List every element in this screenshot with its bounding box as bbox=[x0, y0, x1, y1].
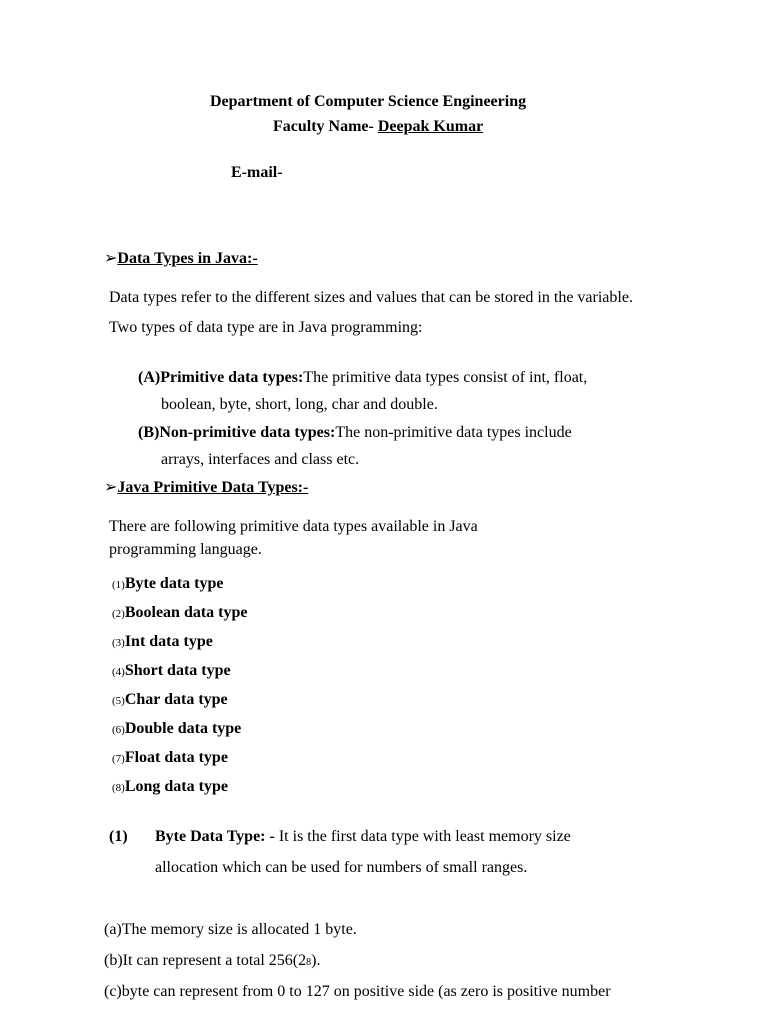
primitive-definition bbox=[138, 369, 587, 387]
arrow-bullet-icon: ➢ bbox=[104, 479, 118, 496]
primitive-text: The primitive data types consist of int, float, bbox=[303, 369, 588, 386]
list-number: (5) bbox=[112, 695, 125, 707]
list-number: (2) bbox=[112, 608, 125, 620]
list-number: (8) bbox=[112, 782, 125, 794]
list-label: Float data type bbox=[124, 749, 228, 766]
byte-section-number: (1) bbox=[109, 828, 128, 845]
heading-text: Java Primitive Data Types:- bbox=[117, 479, 309, 496]
byte-point-b bbox=[104, 952, 320, 970]
heading-text: Data Types in Java:- bbox=[117, 250, 258, 267]
point-b-exponent: 8 bbox=[306, 957, 312, 968]
byte-section-title: Byte Data Type: - bbox=[155, 828, 275, 845]
point-b-close: ). bbox=[311, 952, 321, 969]
paragraph-line: Data types refer to the different sizes and values that can be stored in the variable. bbox=[109, 289, 633, 306]
list-item bbox=[112, 691, 228, 709]
email-label: E-mail- bbox=[231, 164, 283, 181]
list-label: Char data type bbox=[124, 691, 228, 708]
list-number: (7) bbox=[112, 753, 125, 765]
byte-point-c: (c)byte can represent from 0 to 127 on positive side (as zero is positive number bbox=[104, 983, 611, 1000]
faculty-label: Faculty Name- bbox=[273, 118, 378, 135]
paragraph-line: programming language. bbox=[109, 541, 262, 558]
byte-section-line bbox=[155, 828, 571, 846]
list-label: Double data type bbox=[124, 720, 242, 737]
list-label: Long data type bbox=[124, 778, 228, 795]
list-label: Boolean data type bbox=[124, 604, 248, 621]
byte-section-text-cont: allocation which can be used for numbers of small ranges. bbox=[155, 859, 528, 876]
list-number: (6) bbox=[112, 724, 125, 736]
non-primitive-text: The non-primitive data types include bbox=[335, 424, 572, 441]
list-item bbox=[112, 720, 241, 738]
list-label: Int data type bbox=[124, 633, 213, 650]
list-item bbox=[112, 633, 213, 651]
list-number: (3) bbox=[112, 637, 125, 649]
list-label: Byte data type bbox=[124, 575, 224, 592]
byte-point-a: (a)The memory size is allocated 1 byte. bbox=[104, 921, 357, 938]
faculty-line bbox=[273, 118, 483, 136]
primitive-text-cont: boolean, byte, short, long, char and double. bbox=[161, 396, 438, 413]
non-primitive-definition bbox=[138, 424, 572, 442]
primitive-label: (A)Primitive data types: bbox=[138, 369, 304, 386]
arrow-bullet-icon: ➢ bbox=[104, 250, 118, 267]
list-label: Short data type bbox=[124, 662, 231, 679]
point-b-text: (b)It can represent a total 256(2 bbox=[104, 952, 307, 969]
paragraph-line: There are following primitive data types available in Java bbox=[109, 518, 478, 535]
non-primitive-label: (B)Non-primitive data types: bbox=[138, 424, 336, 441]
byte-section-text: It is the first data type with least memory size bbox=[274, 828, 571, 845]
list-number: (4) bbox=[112, 666, 125, 678]
list-item bbox=[112, 604, 248, 622]
list-item bbox=[112, 778, 228, 796]
non-primitive-text-cont: arrays, interfaces and class etc. bbox=[161, 451, 360, 468]
department-title: Department of Computer Science Engineering bbox=[210, 93, 527, 110]
section-heading-primitive-types bbox=[104, 477, 308, 497]
list-item bbox=[112, 749, 228, 767]
faculty-name: Deepak Kumar bbox=[377, 118, 484, 135]
paragraph-line: Two types of data type are in Java programming: bbox=[109, 319, 423, 336]
list-item bbox=[112, 662, 231, 680]
list-number: (1) bbox=[112, 579, 125, 591]
list-item bbox=[112, 575, 223, 593]
section-heading-data-types bbox=[104, 248, 258, 268]
